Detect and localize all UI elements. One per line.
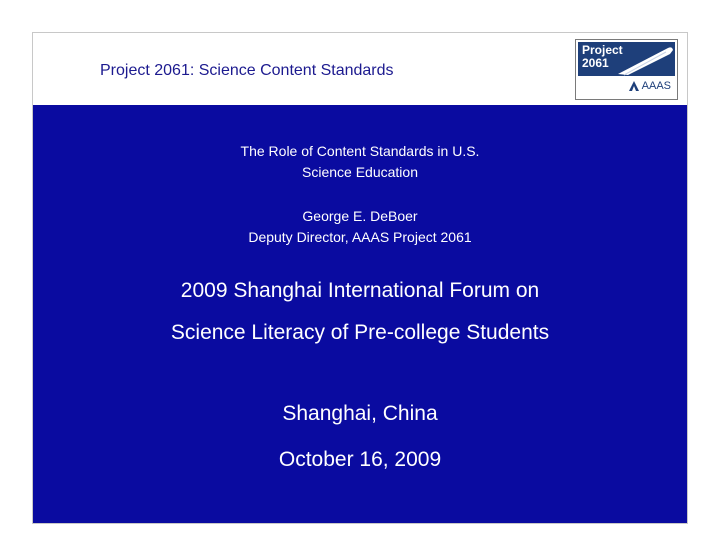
author-name: George E. DeBoer — [302, 208, 418, 224]
header-title: Project 2061: Science Content Standards — [100, 62, 394, 79]
event-line2: Science Literacy of Pre-college Students — [170, 321, 550, 344]
logo-word-line2: 2061 — [582, 56, 609, 70]
logo-org-row — [578, 78, 675, 97]
comet-swoosh-icon — [578, 42, 675, 76]
aaas-mark — [628, 80, 671, 92]
event-line1: 2009 Shanghai International Forum on — [180, 279, 540, 302]
subtitle-line1: The Role of Content Standards in U.S. — [240, 143, 480, 159]
project-2061-logo — [575, 39, 678, 100]
author-position: Deputy Director, AAAS Project 2061 — [248, 229, 472, 245]
slide — [32, 32, 688, 524]
aaas-a-icon — [628, 80, 640, 92]
event-location: Shanghai, China — [282, 402, 438, 425]
event-date: October 16, 2009 — [278, 448, 442, 471]
title-panel — [33, 105, 687, 523]
aaas-label: AAAS — [641, 80, 671, 92]
logo-word-line1: Project — [582, 43, 623, 57]
subtitle-line2: Science Education — [302, 164, 418, 180]
logo-banner — [578, 42, 675, 76]
slide-header — [33, 33, 687, 105]
